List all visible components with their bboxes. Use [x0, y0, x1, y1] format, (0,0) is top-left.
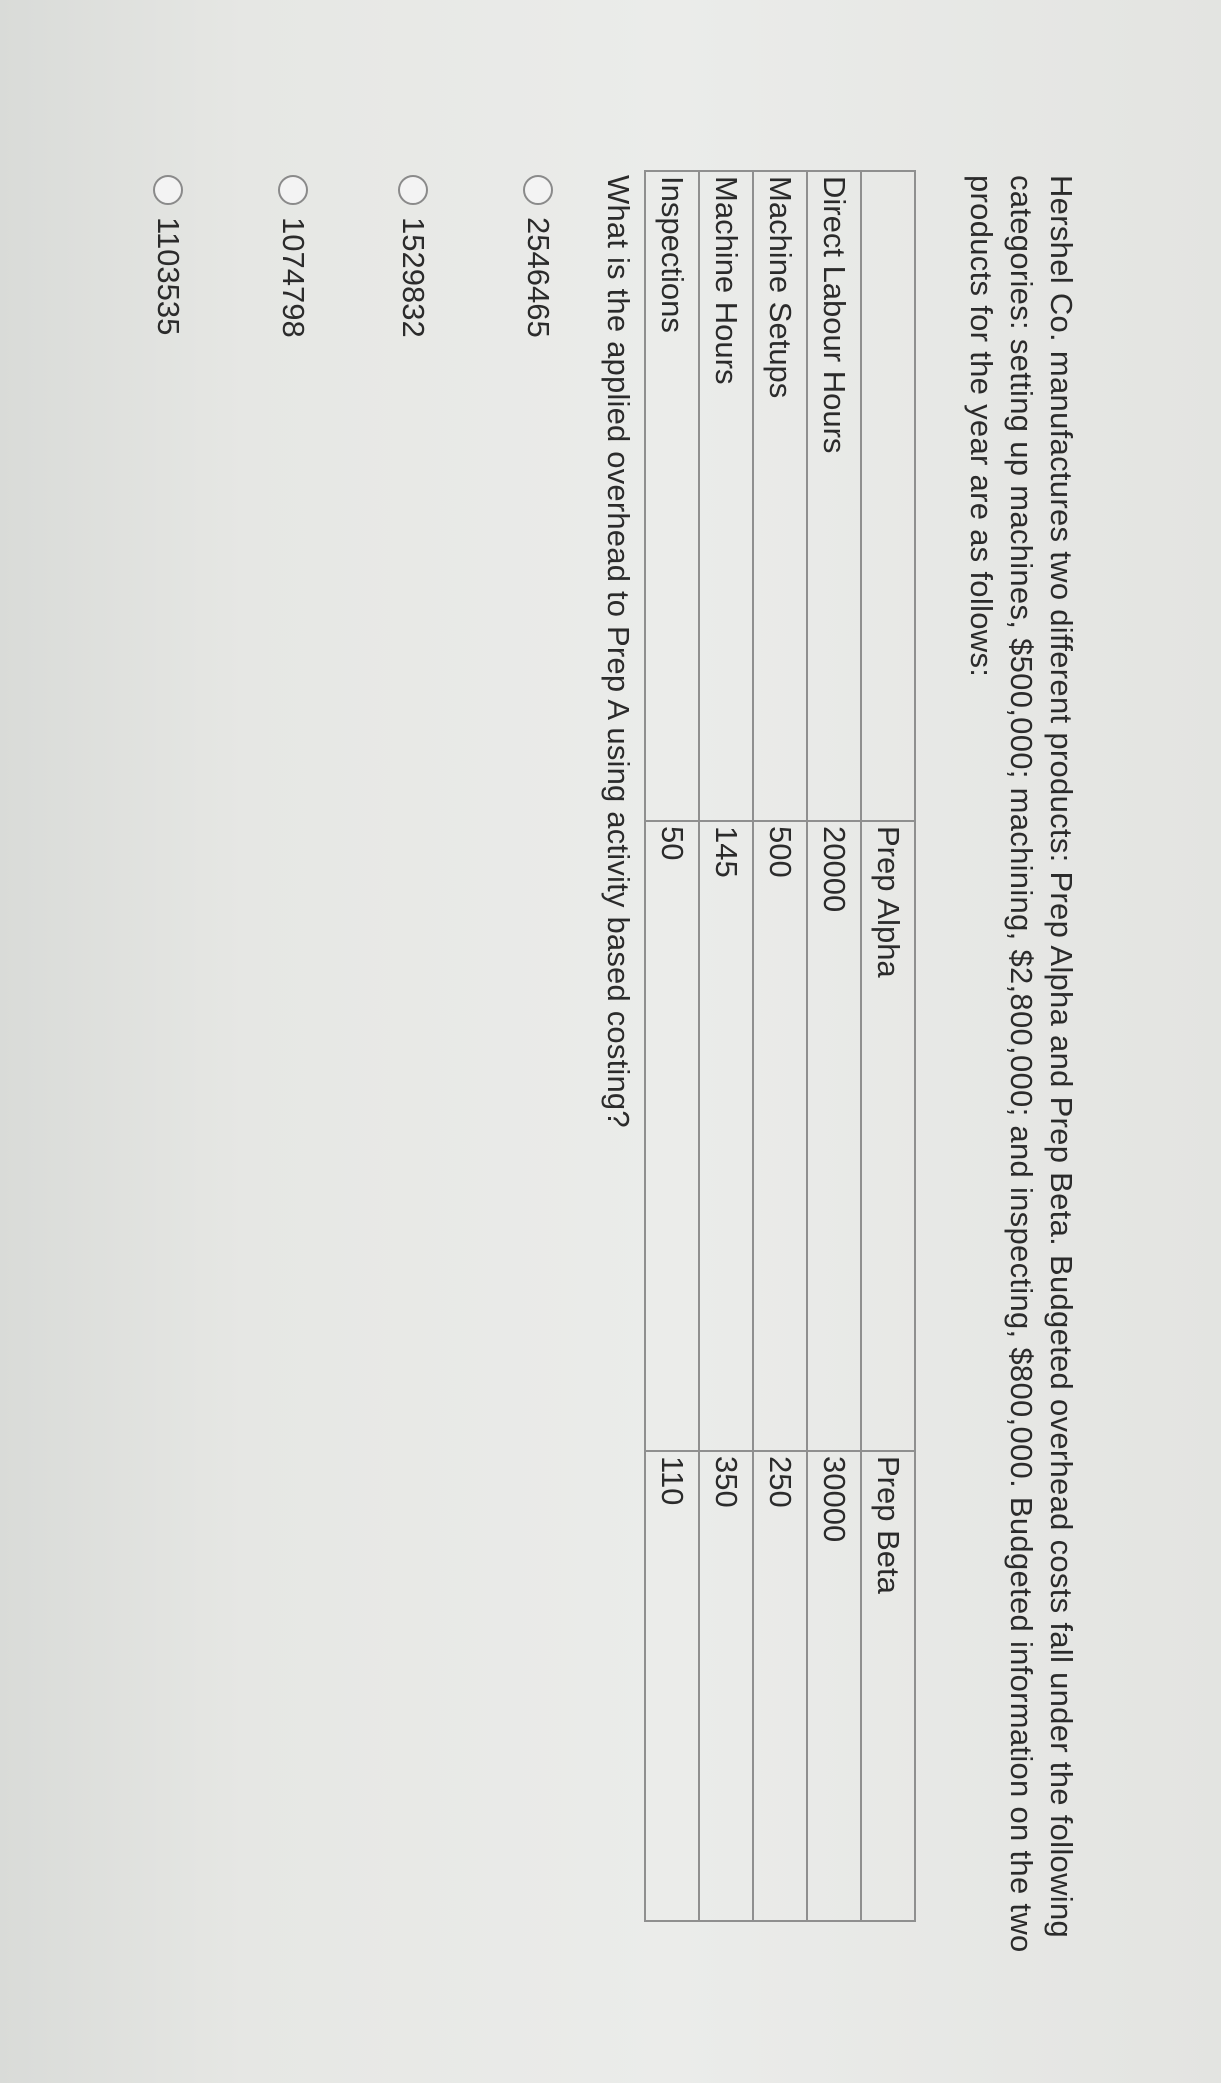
radio-button[interactable]	[153, 175, 183, 205]
table-header-empty	[861, 171, 915, 821]
radio-button[interactable]	[278, 175, 308, 205]
beta-value: 350	[699, 1451, 753, 1921]
beta-value: 110	[645, 1451, 699, 1921]
answer-option-label: 2546465	[521, 217, 556, 338]
answer-option-2[interactable]	[395, 175, 431, 338]
question-prompt: What is the applied overhead to Prep A using activity based costing?	[601, 175, 636, 1128]
table-row	[645, 171, 699, 1921]
row-label: Machine Setups	[753, 171, 807, 821]
answer-option-label: 1529832	[396, 217, 431, 338]
beta-value: 250	[753, 1451, 807, 1921]
alpha-value: 145	[699, 821, 753, 1451]
row-label: Machine Hours	[699, 171, 753, 821]
radio-button[interactable]	[398, 175, 428, 205]
answer-option-3[interactable]	[275, 175, 311, 338]
table-header-row	[861, 171, 915, 1921]
answer-option-4[interactable]	[150, 175, 186, 335]
table-header-prep-beta: Prep Beta	[861, 1451, 915, 1921]
alpha-value: 50	[645, 821, 699, 1451]
answer-option-label: 1103535	[151, 217, 186, 336]
alpha-value: 20000	[807, 821, 861, 1451]
row-label: Direct Labour Hours	[807, 171, 861, 821]
question-intro: Hershel Co. manufactures two different products: Prep Alpha and Prep Beta. Budgeted overhead costs fall under the following categories: setting up machines, $500,000; machining, $2,800,000; and inspecting, $800,000. Budgeted information on the two products for the year are as follows:	[964, 175, 1079, 1953]
answer-option-label: 1074798	[276, 217, 311, 338]
answer-option-1[interactable]	[520, 175, 556, 338]
radio-button[interactable]	[523, 175, 553, 205]
row-label: Inspections	[645, 171, 699, 821]
budget-table	[644, 170, 916, 1922]
table-row	[699, 171, 753, 1921]
beta-value: 30000	[807, 1451, 861, 1921]
table-row	[807, 171, 861, 1921]
alpha-value: 500	[753, 821, 807, 1451]
table-header-prep-alpha: Prep Alpha	[861, 821, 915, 1451]
table-row	[753, 171, 807, 1921]
